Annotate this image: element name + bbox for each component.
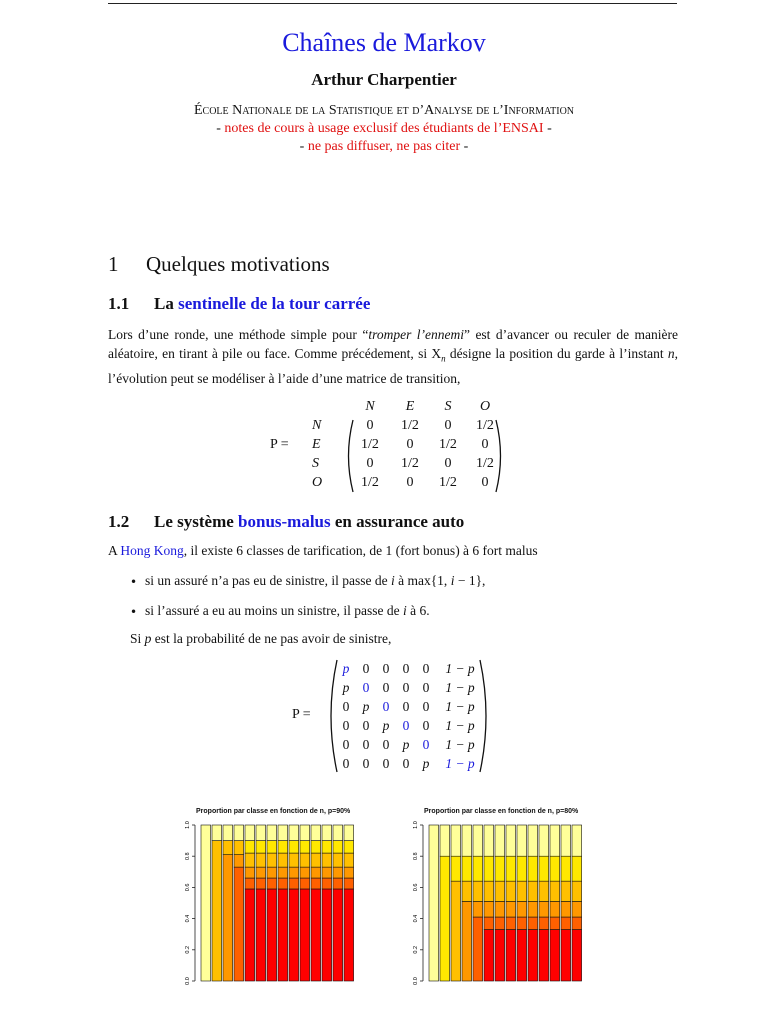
y-tick-label: 0.8 xyxy=(185,852,191,861)
matrix-cell: 1/2 xyxy=(476,456,494,471)
matrix-cell: 0 xyxy=(422,699,430,714)
y-tick-label: 0.4 xyxy=(185,914,191,923)
bar-segment xyxy=(311,878,321,889)
bar-segment xyxy=(550,917,560,929)
bar-segment xyxy=(344,867,354,878)
bar-segment xyxy=(256,867,266,878)
matrix-cell: 0 xyxy=(402,718,410,733)
matrix-cell: 0 xyxy=(382,661,390,676)
bar-segment xyxy=(256,878,266,889)
bar-segment xyxy=(572,881,582,901)
sentinelle-link[interactable]: sentinelle de la tour carrée xyxy=(178,294,371,313)
bar-segment xyxy=(528,856,538,881)
bar-segment xyxy=(539,825,549,856)
bar-segment xyxy=(561,917,571,929)
chart-p90 xyxy=(175,815,375,990)
matrix-col-header: N xyxy=(365,399,375,414)
bar-segment xyxy=(212,825,222,841)
bar-segment xyxy=(528,881,538,901)
bar-segment xyxy=(289,867,299,878)
bar-segment xyxy=(322,867,332,878)
bar-segment xyxy=(473,917,483,981)
matrix-cell: 0 xyxy=(342,756,350,771)
probability-sentence: Si p est la probabilité de ne pas avoir de sinistre, xyxy=(130,631,392,646)
matrix-cell: 0 xyxy=(342,718,350,733)
bar-segment xyxy=(561,901,571,917)
bar-segment xyxy=(484,930,494,981)
bar-segment xyxy=(539,856,549,881)
y-tick-label: 1.0 xyxy=(413,821,419,829)
matrix-label: P = xyxy=(292,707,311,722)
bar-segment xyxy=(517,881,527,901)
matrix-cell: 0 xyxy=(382,737,390,752)
right-paren xyxy=(493,418,507,494)
y-tick-label: 0.4 xyxy=(413,914,419,923)
subsection-heading-1-1: 1.1 La sentinelle de la tour carrée xyxy=(108,294,371,313)
right-paren xyxy=(477,658,493,774)
matrix-cell: 0 xyxy=(402,661,410,676)
bar-segment xyxy=(561,881,571,901)
bar-segment xyxy=(212,841,222,981)
bar-segment xyxy=(495,825,505,856)
matrix-cell: 1 − p xyxy=(445,737,475,752)
bonus-malus-link[interactable]: bonus-malus xyxy=(238,512,331,531)
bar-segment xyxy=(528,930,538,981)
bar-segment xyxy=(484,881,494,901)
hong-kong-link[interactable]: Hong Kong xyxy=(120,543,184,558)
matrix-cell: 0 xyxy=(402,699,410,714)
bullet-icon: • xyxy=(130,575,138,589)
bar-segment xyxy=(572,825,582,856)
bar-segment xyxy=(473,901,483,917)
matrix-cell: 1/2 xyxy=(439,475,457,490)
bar-segment xyxy=(539,930,549,981)
bar-segment xyxy=(256,825,266,841)
matrix-label: P = xyxy=(270,437,289,452)
y-tick-label: 0.0 xyxy=(413,977,419,985)
distribution-note: - ne pas diffuser, ne pas citer - xyxy=(299,139,469,154)
institution: École Nationale de la Statistique et d’Analyse de l’Information xyxy=(193,103,575,118)
bar-segment xyxy=(517,930,527,981)
matrix-cell: p xyxy=(382,718,390,733)
bar-segment xyxy=(517,856,527,881)
matrix-cell: 0 xyxy=(366,418,374,433)
bar-segment xyxy=(440,825,450,856)
matrix-cell: 1/2 xyxy=(361,437,379,452)
bar-segment xyxy=(289,853,299,867)
matrix-col-header: S xyxy=(444,399,452,414)
matrix-cell: p xyxy=(422,756,430,771)
bar-segment xyxy=(451,825,461,856)
bar-segment xyxy=(528,917,538,929)
bar-segment xyxy=(300,878,310,889)
section-heading: 1 Quelques motivations xyxy=(108,252,330,276)
matrix-cell: 0 xyxy=(362,737,370,752)
bar-segment xyxy=(333,853,343,867)
bar-segment xyxy=(234,867,244,981)
matrix-cell: 0 xyxy=(342,737,350,752)
bar-segment xyxy=(495,917,505,929)
y-tick-label: 0.2 xyxy=(185,945,191,954)
bar-segment xyxy=(289,878,299,889)
hong-kong-intro: A Hong Kong, il existe 6 classes de tarification, de 1 (fort bonus) à 6 fort malus xyxy=(108,543,538,558)
bar-segment xyxy=(267,825,277,841)
matrix-cell: 0 xyxy=(402,680,410,695)
bar-segment xyxy=(517,901,527,917)
matrix-row-header: N xyxy=(312,418,322,433)
bar-segment xyxy=(550,856,560,881)
bar-segment xyxy=(473,881,483,901)
bar-segment xyxy=(333,878,343,889)
y-tick-label: 0.8 xyxy=(413,852,419,861)
bar-segment xyxy=(462,856,472,881)
bar-segment xyxy=(267,841,277,853)
bar-segment xyxy=(550,901,560,917)
bar-segment xyxy=(561,825,571,856)
bar-segment xyxy=(300,853,310,867)
bar-segment xyxy=(245,825,255,841)
bar-segment xyxy=(528,901,538,917)
bar-segment xyxy=(234,841,244,855)
bar-segment xyxy=(322,841,332,853)
matrix-cell: 0 xyxy=(422,737,430,752)
bar-segment xyxy=(550,825,560,856)
bar-segment xyxy=(311,825,321,841)
bar-segment xyxy=(245,878,255,889)
chart-p80 xyxy=(403,815,603,990)
matrix-cell: 0 xyxy=(422,661,430,676)
bar-segment xyxy=(539,917,549,929)
bar-segment xyxy=(289,825,299,841)
matrix-cell: 1 − p xyxy=(445,699,475,714)
bar-segment xyxy=(256,841,266,853)
bar-segment xyxy=(495,856,505,881)
bar-segment xyxy=(234,825,244,841)
bar-segment xyxy=(451,856,461,881)
matrix-cell: 0 xyxy=(481,437,489,452)
bar-segment xyxy=(561,930,571,981)
bar-segment xyxy=(572,917,582,929)
bar-segment xyxy=(429,825,439,981)
bar-segment xyxy=(333,841,343,853)
bar-segment xyxy=(462,881,472,901)
matrix-cell: p xyxy=(342,661,350,676)
matrix-cell: 0 xyxy=(342,699,350,714)
bar-segment xyxy=(506,901,516,917)
bar-segment xyxy=(300,889,310,981)
bar-segment xyxy=(300,825,310,841)
matrix-row-header: E xyxy=(312,437,321,452)
matrix-cell: 1 − p xyxy=(445,718,475,733)
matrix-cell: 0 xyxy=(366,456,374,471)
bar-segment xyxy=(572,930,582,981)
matrix-cell: 1 − p xyxy=(445,680,475,695)
bar-segment xyxy=(278,841,288,853)
bar-segment xyxy=(440,856,450,981)
bar-segment xyxy=(344,889,354,981)
bar-segment xyxy=(311,867,321,878)
bar-segment xyxy=(322,889,332,981)
bar-segment xyxy=(561,856,571,881)
bar-segment xyxy=(572,901,582,917)
matrix-cell: 1/2 xyxy=(476,418,494,433)
matrix-cell: 0 xyxy=(444,456,452,471)
bar-segment xyxy=(539,901,549,917)
matrix-cell: 0 xyxy=(406,437,414,452)
matrix-cell: 0 xyxy=(362,661,370,676)
bar-segment xyxy=(278,825,288,841)
bar-segment xyxy=(223,825,233,841)
bar-segment xyxy=(333,889,343,981)
bar-segment xyxy=(506,881,516,901)
bar-segment xyxy=(267,878,277,889)
bar-segment xyxy=(256,889,266,981)
matrix-cell: p xyxy=(402,737,410,752)
matrix-cell: 1 − p xyxy=(445,756,475,771)
matrix-cell: 0 xyxy=(382,680,390,695)
bar-segment xyxy=(484,917,494,929)
bar-segment xyxy=(517,917,527,929)
bar-segment xyxy=(311,889,321,981)
matrix-row-header: S xyxy=(312,456,319,471)
bar-segment xyxy=(495,930,505,981)
sentinel-paragraph: Lors d’une ronde, une méthode simple pour “tromper l’ennemi” est d’avancer ou reculer de manière aléatoire, en tirant à pile ou face. Comme précédement, si $X_n$ désigne la position du garde à l’instant n, l’évolution peut se modéliser à l’aide d’une matrice de transition, xyxy=(108,327,678,386)
matrix-cell: p xyxy=(342,680,350,695)
matrix-col-header: O xyxy=(479,399,491,414)
y-tick-label: 0.2 xyxy=(413,945,419,954)
matrix-cell: 1/2 xyxy=(401,456,419,471)
bar-segment xyxy=(245,841,255,853)
bar-segment xyxy=(344,878,354,889)
bar-segment xyxy=(322,853,332,867)
chart-title-p90: Proportion par classe en fonction de n, p=90% xyxy=(196,808,351,815)
bar-segment xyxy=(267,853,277,867)
matrix-cell: 0 xyxy=(422,680,430,695)
matrix-cell: 0 xyxy=(362,756,370,771)
matrix-cell: 1/2 xyxy=(439,437,457,452)
bar-segment xyxy=(333,867,343,878)
bullet-no-claim: si un assuré n’a pas eu de sinistre, il passe de i à max{1, i − 1}, xyxy=(145,573,486,588)
bar-segment xyxy=(506,917,516,929)
matrix-cell: 0 xyxy=(444,418,452,433)
bar-segment xyxy=(539,881,549,901)
matrix-cell: 0 xyxy=(382,699,390,714)
bar-segment xyxy=(517,825,527,856)
bar-segment xyxy=(234,855,244,867)
bar-segment xyxy=(462,901,472,981)
bar-segment xyxy=(484,825,494,856)
bar-segment xyxy=(245,853,255,867)
bar-segment xyxy=(322,825,332,841)
bar-segment xyxy=(484,901,494,917)
y-tick-label: 1.0 xyxy=(185,821,191,829)
y-tick-label: 0.6 xyxy=(185,883,191,892)
bar-segment xyxy=(506,856,516,881)
matrix-cell: 0 xyxy=(422,718,430,733)
bar-segment xyxy=(311,853,321,867)
matrix-cell: 0 xyxy=(362,718,370,733)
bar-segment xyxy=(289,889,299,981)
bar-segment xyxy=(462,825,472,856)
bar-segment xyxy=(256,853,266,867)
matrix-cell: 1 − p xyxy=(445,661,475,676)
bar-segment xyxy=(201,825,211,981)
author: Arthur Charpentier xyxy=(311,70,457,89)
bar-segment xyxy=(278,878,288,889)
bar-segment xyxy=(484,856,494,881)
bar-segment xyxy=(473,856,483,881)
bar-segment xyxy=(245,889,255,981)
y-tick-label: 0.6 xyxy=(413,883,419,892)
bar-segment xyxy=(451,881,461,981)
matrix-cell: 0 xyxy=(402,756,410,771)
bar-segment xyxy=(550,881,560,901)
bar-segment xyxy=(289,841,299,853)
bar-segment xyxy=(267,867,277,878)
bar-segment xyxy=(223,841,233,855)
left-paren xyxy=(342,418,356,494)
bar-segment xyxy=(223,855,233,981)
bar-segment xyxy=(572,856,582,881)
bar-segment xyxy=(300,841,310,853)
bar-segment xyxy=(473,825,483,856)
page-title: Chaînes de Markov xyxy=(282,28,486,57)
bar-segment xyxy=(550,930,560,981)
chart-title-p80: Proportion par classe en fonction de n, p=80% xyxy=(424,808,579,815)
matrix-cell: p xyxy=(362,699,370,714)
bar-segment xyxy=(245,867,255,878)
bar-segment xyxy=(322,878,332,889)
matrix-cell: 1/2 xyxy=(361,475,379,490)
bar-segment xyxy=(528,825,538,856)
bar-segment xyxy=(278,867,288,878)
top-rule xyxy=(108,3,677,4)
subsection-heading-1-2: 1.2 Le système bonus-malus en assurance auto xyxy=(108,512,465,531)
bar-segment xyxy=(344,853,354,867)
matrix-row-header: O xyxy=(312,475,323,490)
bar-segment xyxy=(506,825,516,856)
bar-segment xyxy=(311,841,321,853)
matrix-cell: 0 xyxy=(382,756,390,771)
bar-segment xyxy=(333,825,343,841)
bar-segment xyxy=(344,841,354,853)
matrix-cell: 0 xyxy=(406,475,414,490)
bar-segment xyxy=(495,901,505,917)
matrix-cell: 0 xyxy=(481,475,489,490)
bar-segment xyxy=(278,853,288,867)
bar-segment xyxy=(344,825,354,841)
bar-segment xyxy=(300,867,310,878)
matrix-cell: 1/2 xyxy=(401,418,419,433)
matrix-col-header: E xyxy=(405,399,415,414)
bar-segment xyxy=(495,881,505,901)
matrix-cell: 0 xyxy=(362,680,370,695)
left-paren xyxy=(324,658,340,774)
bullet-icon: • xyxy=(130,605,138,619)
bullet-claim: si l’assuré a eu au moins un sinistre, il passe de i à 6. xyxy=(145,603,430,618)
bar-segment xyxy=(267,889,277,981)
bar-segment xyxy=(506,930,516,981)
bar-segment xyxy=(278,889,288,981)
y-tick-label: 0.0 xyxy=(185,977,191,985)
course-note: - notes de cours à usage exclusif des étudiants de l’ENSAI - xyxy=(216,121,552,136)
